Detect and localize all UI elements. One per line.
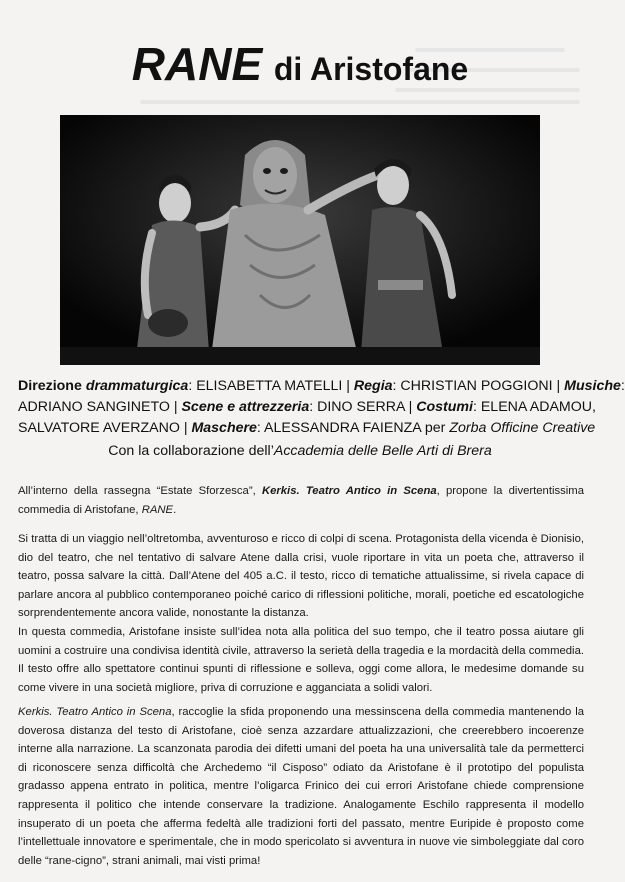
intro-text: , propone la divertentissima commedia di Aristofane, (18, 485, 584, 516)
staging-text: , raccoglie la sfida proponendo una messinscena della commedia mantenendo la doverosa distanza del testo di Aristofane, cioè senza azzardare attualizzazioni, che creerebbero incoerenze interne alla narrazione. La scanzonata parodia dei difetti umani del poeta ha una universalità tale da permetterci di riconoscere senza difficoltà che Archedemo “il Cisposo” odiato da Aristofane è il prototipo del populista gradasso appena entrato in politica, mentre l’oligarca Frinico dei cui errori Aristofane chiede comprensione rappresenta il politico che intende conservare la tradizione. Analogamente Eschilo rappresenta il modello insuperato di un poeta che afferma fedeltà alle tradizioni forti del passato, mentre Euripide è proposto come l’intellettuale innovatore e sperimentale, che in modo spericolato si avventura in nuove vie simboleggiate dal coro delle “rane-cigno”, strani animali, mai visti prima! (18, 706, 584, 867)
intro-text: . (173, 503, 177, 516)
credit-label: Regia (353, 378, 393, 394)
credit-value: : (620, 378, 625, 394)
credit-value: SALVATORE AVERZANO | (18, 420, 192, 436)
credit-label: Costumi (416, 399, 473, 415)
credit-label: Direzione (18, 378, 82, 394)
synopsis-block (18, 530, 584, 697)
credit-label: Scene e attrezzeria (181, 399, 310, 415)
credits-block (18, 376, 625, 439)
credit-value: : ELENA ADAMOU, (472, 399, 596, 415)
credits-line-1 (18, 376, 625, 397)
synopsis-paragraph: Si tratta di un viaggio nell’oltretomba, avventuroso e ricco di colpi di scena. Protagonista della vicenda è Dionisio, dio del teatro, che nel tentativo di salvare Atene dalla crisi, vuole riportare in vita un poeta che, attraverso il teatro, possa salvare la città. Dall’Atene del 405 a.C. il testo, ricco di tematiche attualissime, si rivela capace di parlare ancora al pubblico contemporaneo poiché carico di riflessioni politiche, morali, poetiche ed escatologiche sorprendentemente ancora valide, nonostante la distanza. (18, 533, 584, 620)
credit-value: : DINO SERRA | (309, 399, 417, 415)
credits-line-2 (18, 397, 596, 418)
stage-photo-illustration (60, 115, 540, 365)
title-main: RANE (131, 38, 263, 90)
company-name: Kerkis. Teatro Antico in Scena (18, 706, 172, 718)
credit-label: Maschere (191, 420, 257, 436)
page-title (0, 40, 600, 93)
show-through-line (140, 100, 580, 104)
theme-paragraph: In questa commedia, Aristofane insiste sull’idea nota alla politica del suo tempo, che il teatro possa aiutare gli uomini a costruire una condivisa identità civile, attraverso la serietà della tragedia e la mordacità della commedia. Il testo offre allo spettatore continui spunti di riflessione e solleva, oggi come allora, le medesime domande su come vivere in una società migliore, priva di corruzione e agganciata a solidi valori. (18, 625, 584, 694)
collab-org: Accademia delle Belle Arti di Brera (273, 443, 492, 459)
staging-paragraph (18, 703, 584, 870)
credit-label: drammaturgica (85, 378, 189, 394)
credits-line-3 (18, 418, 596, 439)
credit-value: : CHRISTIAN POGGIONI | (392, 378, 565, 394)
credit-value: : ELISABETTA MATELLI | (188, 378, 354, 394)
credit-label: Musiche (564, 378, 621, 394)
credit-org: Zorba Officine Creative (449, 420, 596, 436)
collab-prefix: Con la collaborazione dell’ (108, 443, 274, 459)
company-name: Kerkis. Teatro Antico in Scena (261, 485, 437, 497)
intro-text: All’interno della rassegna “Estate Sforzesca”, (18, 485, 262, 497)
stage-photo (60, 115, 540, 365)
intro-paragraph (18, 482, 584, 519)
play-name: RANE (141, 503, 174, 516)
title-rest: di Aristofane (273, 51, 469, 87)
credit-value: : ALESSANDRA FAIENZA per (256, 420, 450, 436)
collaboration-line (0, 441, 600, 461)
credit-value: ADRIANO SANGINETO | (18, 399, 182, 415)
